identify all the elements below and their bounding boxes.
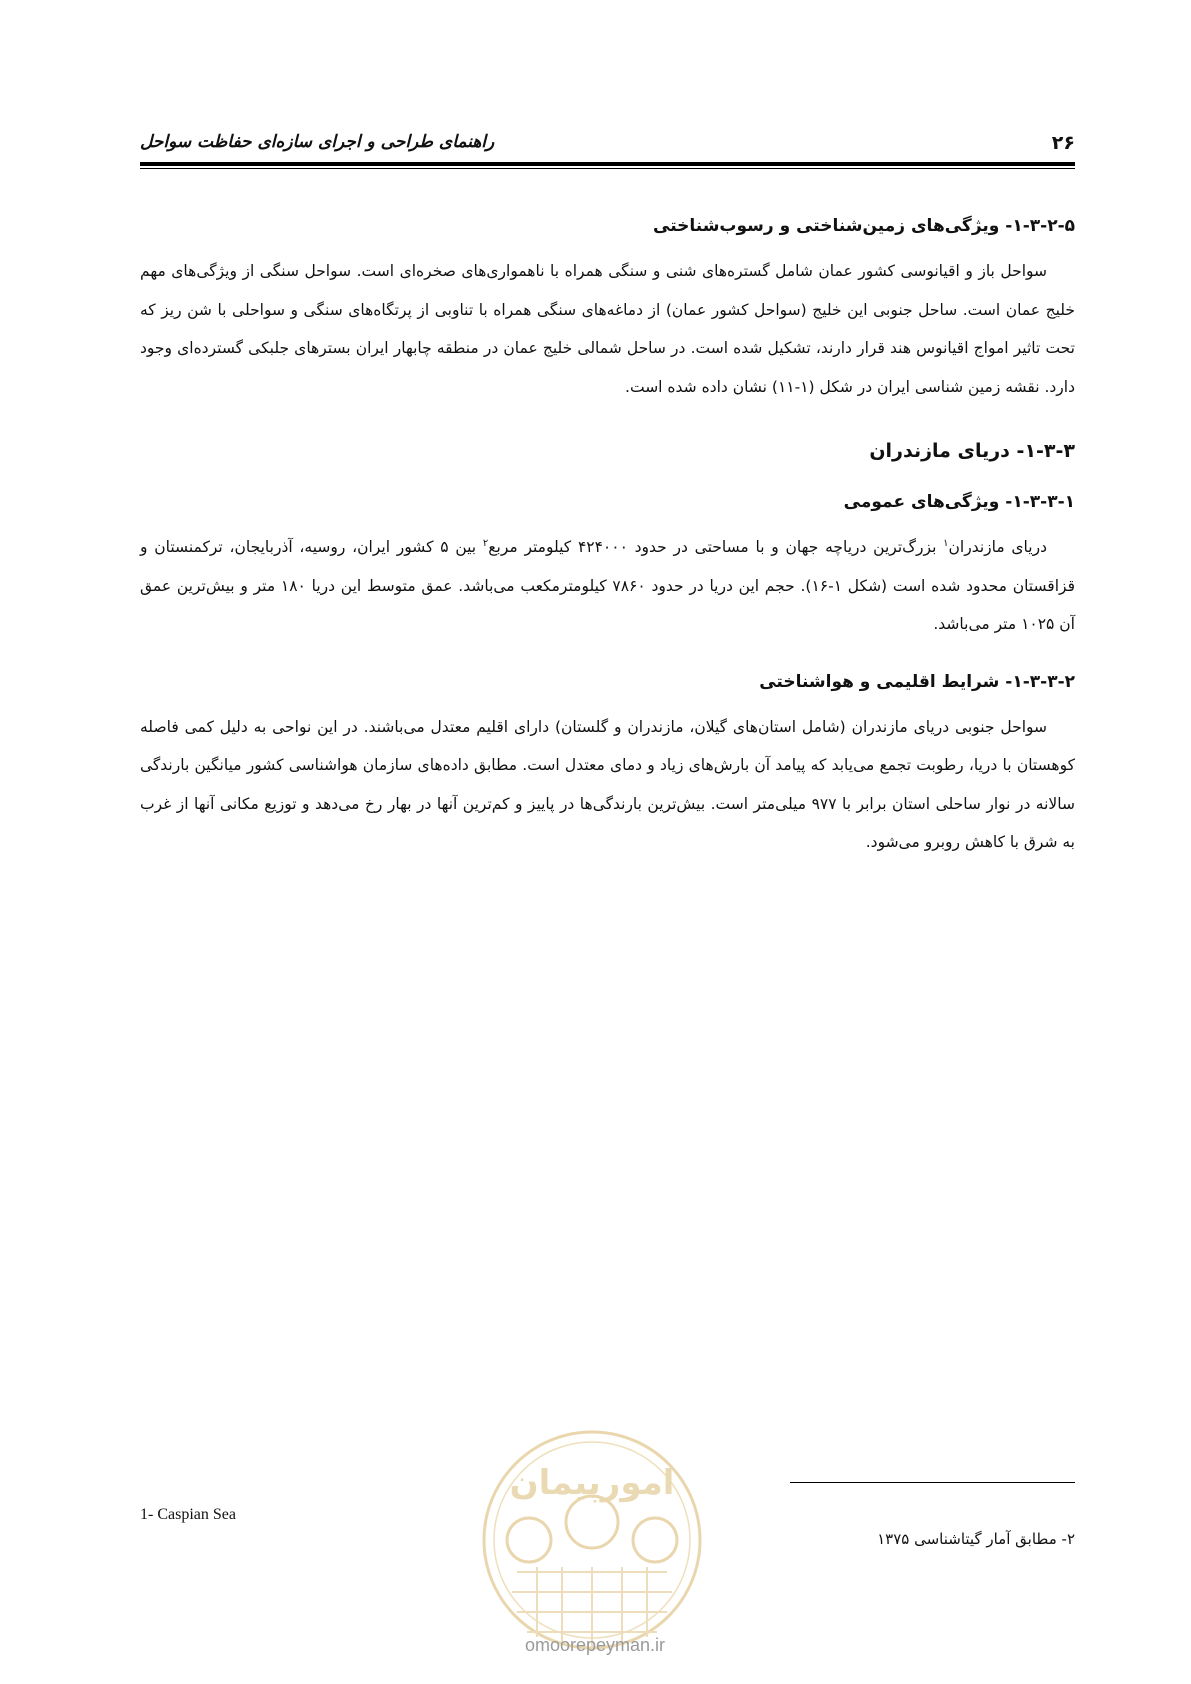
section-heading-caspian: ۱-۳-۳- دریای مازندران — [869, 440, 1075, 462]
header-rule-thin — [140, 168, 1075, 169]
watermark-logo-text: امورپیمان — [509, 1463, 675, 1503]
body-content — [140, 212, 1075, 862]
footnote-ref-1: ۱ — [943, 537, 949, 549]
paragraph-general — [140, 528, 1075, 644]
paragraph-general-part-a: دریای مازندران — [948, 538, 1047, 556]
paragraph-geology: سواحل باز و اقیانوسی کشور عمان شامل گستره‌های شنی و سنگی همراه با ناهمواری‌های صخره‌ای است. سواحل سنگی از ویژگی‌های مهم خلیج عمان است. ساحل جنوبی این خلیج (سواحل کشور عمان) از دماغه‌های سنگی همراه با تناوبی از پرتگاه‌های سنگی و سواحلی با شن ریز که تحت تاثیر امواج اقیانوس هند قرار دارند، تشکیل شده است. در ساحل شمالی خلیج عمان در منطقه چابهار ایران بسترهای جلبکی گسترده‌ای وجود دارد. نقشه زمین شناسی ایران در شکل (۱-۱۱) نشان داده شده است. — [140, 262, 1075, 396]
footnote-persian: ۲- مطابق آمار گیتاشناسی ۱۳۷۵ — [877, 1530, 1075, 1548]
section-heading-general: ۱-۳-۳-۱- ویژگی‌های عمومی — [843, 492, 1075, 512]
footnote-latin: 1- Caspian Sea — [140, 1506, 236, 1523]
page-number: ۲۶ — [1051, 132, 1075, 154]
section-heading-climate: ۱-۳-۳-۲- شرایط اقلیمی و هواشناختی — [759, 671, 1075, 692]
paragraph-general-part-b: بزرگ‌ترین دریاچه جهان و با مساحتی در حدود ۴۲۴۰۰۰ کیلومتر مربع — [488, 538, 944, 556]
paragraph-general-part-c: بین ۵ کشور ایران، روسیه، آذربایجان، ترکمنستان و قزاقستان محدود شده است (شکل ۱-۱۶). حجم این دریا در حدود ۷۸۶۰ کیلومترمکعب می‌باشد. عمق متوسط این دریا ۱۸۰ متر و بیش‌ترین عمق آن ۱۰۲۵ متر می‌باشد. — [140, 538, 1075, 633]
paragraph-climate: سواحل جنوبی دریای مازندران (شامل استان‌های گیلان، مازندران و گلستان) دارای اقلیم معتدل می‌باشند. در این نواحی به دلیل کمی فاصله کوهستان با دریا، رطوبت تجمع می‌یابد که پیامد آن بارش‌های زیاد و دمای معتدل است. مطابق داده‌های سازمان هواشناسی کشور میانگین بارندگی سالانه در نوار ساحلی استان برابر با ۹۷۷ میلی‌متر است. بیش‌ترین بارندگی‌ها در پاییز و کم‌ترین آنها در بهار رخ می‌دهد و توزیع مکانی آنها از غرب به شرق با کاهش روبرو می‌شود. — [140, 717, 1075, 851]
watermark-site: omoorepeyman.ir — [524, 1635, 666, 1655]
section-heading-geology: ۱-۳-۲-۵- ویژگی‌های زمین‌شناختی و رسوب‌شناختی — [653, 216, 1075, 236]
footnote-ref-2: ۲ — [482, 537, 489, 549]
header-rule-thick — [140, 162, 1075, 166]
running-title: راهنمای طراحی و اجرای سازه‌ای حفاظت سواحل — [140, 132, 495, 152]
footnote-separator — [790, 1482, 1075, 1483]
